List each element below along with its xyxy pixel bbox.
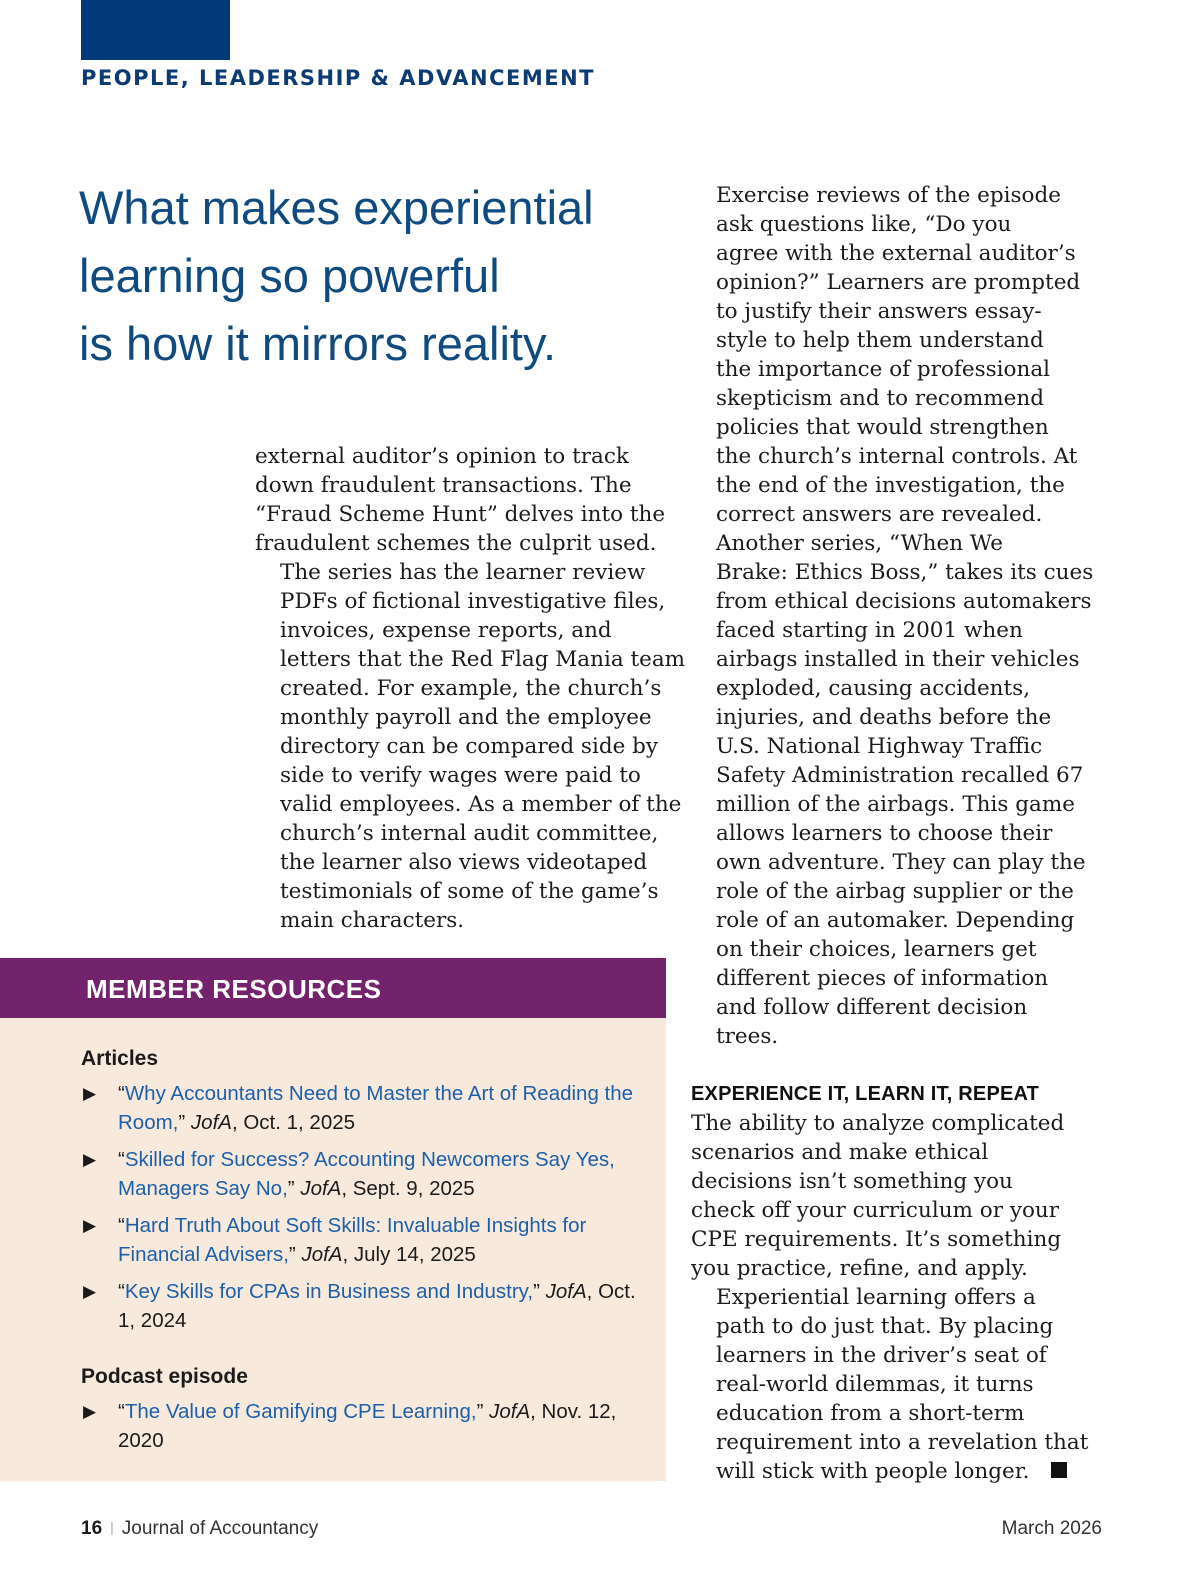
publication-name: JofA [301, 1243, 343, 1266]
text-line: the end of the investigation, the [716, 473, 1065, 498]
page-number: 16 [81, 1518, 103, 1539]
resource-item: ▶ “Why Accountants Need to Master the Art of Reading the Room,” JofA, Oct. 1, 2025 [81, 1079, 641, 1137]
text-line: education from a short-term [716, 1401, 1025, 1426]
text-line: side to verify wages were paid to [280, 763, 641, 788]
text-line: letters that the Red Flag Mania team [280, 647, 686, 672]
page-footer-left [81, 1518, 318, 1540]
publication-name: JofA [190, 1111, 232, 1134]
text-line: trees. [716, 1024, 779, 1049]
text-line: from ethical decisions automakers [716, 589, 1092, 614]
member-resources-header [0, 958, 666, 1018]
section-color-bar [81, 0, 230, 60]
text-line: directory can be compared side by [280, 734, 659, 759]
article-column-middle [255, 442, 686, 935]
text-line: Another series, “When We [716, 531, 1003, 556]
text-line: down fraudulent transactions. The [255, 473, 632, 498]
paragraph [691, 181, 1081, 529]
section-label: PEOPLE, LEADERSHIP & ADVANCEMENT [81, 66, 595, 90]
text-line: agree with the external auditor’s [716, 241, 1076, 266]
text-line: main characters. [280, 908, 465, 933]
text-line: learners in the driver’s seat of [716, 1343, 1047, 1368]
paragraph [691, 529, 1094, 1051]
text-line: Brake: Ethics Boss,” takes its cues [716, 560, 1094, 585]
publication-name: JofA [300, 1177, 342, 1200]
text-line: CPE requirements. It’s something [691, 1227, 1062, 1252]
triangle-bullet-icon: ▶ [83, 1402, 97, 1421]
text-line: skepticism and to recommend [716, 386, 1045, 411]
resource-item: ▶ “Key Skills for CPAs in Business and Industry,” JofA, Oct. 1, 2024 [81, 1277, 641, 1335]
podcast-heading: Podcast episode [81, 1365, 248, 1388]
resource-item: ▶ “The Value of Gamifying CPE Learning,” JofA, Nov. 12, 2020 [81, 1397, 641, 1455]
pull-quote [79, 174, 599, 378]
text-line: to justify their answers essay- [716, 299, 1042, 324]
text-line: the church’s internal controls. At [716, 444, 1078, 469]
member-resources-title: MEMBER RESOURCES [86, 974, 382, 1004]
resource-link[interactable]: Key Skills for CPAs in Business and Industry, [124, 1280, 534, 1303]
text-line: injuries, and deaths before the [716, 705, 1052, 730]
issue-date: March 2026 [1001, 1518, 1102, 1539]
text-line: The series has the learner review [280, 560, 646, 585]
resource-item: ▶ “Hard Truth About Soft Skills: Invaluable Insights for Financial Advisers,” JofA, July 14, 2025 [81, 1211, 641, 1269]
publication-date: , Nov. 12, 2020 [118, 1400, 617, 1452]
publication-name: JofA [545, 1280, 587, 1303]
publication-date: , Oct. 1, 2024 [118, 1280, 636, 1332]
text-line: real-world dilemmas, it turns [716, 1372, 1034, 1397]
text-line: The ability to analyze complicated [691, 1111, 1065, 1136]
footer-separator: | [110, 1519, 114, 1535]
text-line: role of an automaker. Depending [716, 908, 1075, 933]
pull-quote-line: What makes experiential [79, 181, 594, 234]
text-line: the learner also views videotaped [280, 850, 648, 875]
text-line: on their choices, learners get [716, 937, 1037, 962]
text-line: scenarios and make ethical [691, 1140, 989, 1165]
triangle-bullet-icon: ▶ [83, 1150, 97, 1169]
text-line-last [691, 1457, 1076, 1486]
text-line: ask questions like, “Do you [716, 212, 1012, 237]
resource-link[interactable]: Skilled for Success? Accounting Newcomers Say Yes, Managers Say No, [118, 1148, 615, 1200]
text-line: you practice, refine, and apply. [691, 1256, 1028, 1281]
text-line: created. For example, the church’s [280, 676, 662, 701]
text-line: different pieces of information [716, 966, 1049, 991]
publication-date: , Oct. 1, 2025 [231, 1111, 356, 1134]
text-line: U.S. National Highway Traffic [716, 734, 1043, 759]
text-line: check off your curriculum or your [691, 1198, 1060, 1223]
text-line: path to do just that. By placing [716, 1314, 1054, 1339]
publication-date: , Sept. 9, 2025 [341, 1177, 475, 1200]
articles-heading: Articles [81, 1047, 159, 1070]
triangle-bullet-icon: ▶ [83, 1216, 97, 1235]
resource-link[interactable]: Hard Truth About Soft Skills: Invaluable Insights for Financial Advisers, [118, 1214, 587, 1266]
text-line: Exercise reviews of the episode [716, 183, 1061, 208]
triangle-bullet-icon: ▶ [83, 1282, 97, 1301]
end-of-article-square-icon [1051, 1462, 1067, 1478]
text-line: allows learners to choose their [716, 821, 1053, 846]
publication-name: JofA [489, 1400, 531, 1423]
text-line: own adventure. They can play the [716, 850, 1086, 875]
pull-quote-line: is how it mirrors reality. [79, 317, 557, 370]
text-line: requirement into a revelation that [716, 1430, 1089, 1455]
text-line: valid employees. As a member of the [280, 792, 682, 817]
publication-date: , July 14, 2025 [342, 1243, 476, 1266]
text-line: and follow different decision [716, 995, 1028, 1020]
text-line: opinion?” Learners are prompted [716, 270, 1081, 295]
text-line: decisions isn’t something you [691, 1169, 1013, 1194]
text-line: testimonials of some of the game’s [280, 879, 659, 904]
text-line: million of the airbags. This game [716, 792, 1075, 817]
paragraph [255, 442, 670, 558]
text-line: the importance of professional [716, 357, 1051, 382]
text-line: will stick with people longer. [716, 1459, 1030, 1484]
text-line: church’s internal audit committee, [280, 821, 659, 846]
resource-link[interactable]: Why Accountants Need to Master the Art of Reading the Room, [118, 1082, 634, 1134]
text-line: invoices, expense reports, and [280, 618, 612, 643]
text-line: faced starting in 2001 when [716, 618, 1023, 643]
publication-title: Journal of Accountancy [121, 1518, 319, 1539]
triangle-bullet-icon: ▶ [83, 1084, 97, 1103]
text-line: style to help them understand [716, 328, 1044, 353]
text-line: correct answers are revealed. [716, 502, 1043, 527]
section-subhead: EXPERIENCE IT, LEARN IT, REPEAT [691, 1083, 1040, 1105]
text-line: external auditor’s opinion to track [255, 444, 629, 469]
text-line: PDFs of fictional investigative files, [280, 589, 666, 614]
member-resources-panel [0, 1018, 666, 1481]
text-line: Experiential learning offers a [716, 1285, 1036, 1310]
text-line: Safety Administration recalled 67 [716, 763, 1084, 788]
text-line: policies that would strengthen [716, 415, 1049, 440]
resource-item: ▶ “Skilled for Success? Accounting Newcomers Say Yes, Managers Say No,” JofA, Sept. 9, 2025 [81, 1145, 641, 1203]
text-line: monthly payroll and the employee [280, 705, 652, 730]
article-column-right [691, 181, 1094, 1486]
paragraph [691, 1109, 1076, 1283]
text-line: airbags installed in their vehicles [716, 647, 1080, 672]
member-resources-list [81, 1044, 641, 1463]
text-line: exploded, causing accidents, [716, 676, 1031, 701]
paragraph [255, 558, 686, 935]
pull-quote-line: learning so powerful [79, 249, 500, 302]
resource-link[interactable]: The Value of Gamifying CPE Learning, [124, 1400, 477, 1423]
paragraph [691, 1283, 1089, 1486]
text-line: “Fraud Scheme Hunt” delves into the [255, 502, 666, 527]
text-line: fraudulent schemes the culprit used. [255, 531, 657, 556]
text-line: role of the airbag supplier or the [716, 879, 1074, 904]
